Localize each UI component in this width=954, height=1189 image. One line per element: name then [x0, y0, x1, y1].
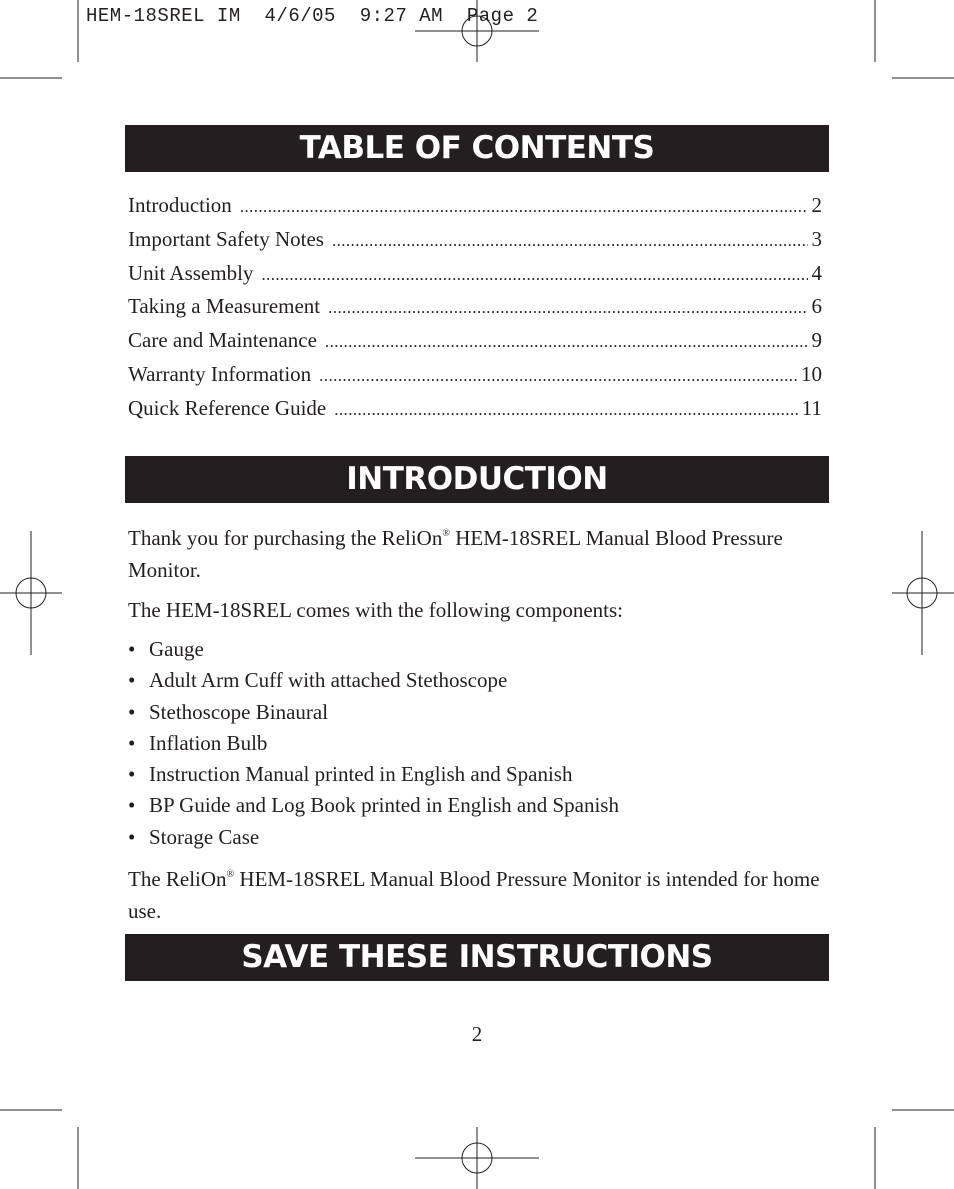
- bullet: •: [128, 824, 136, 849]
- intro-text: HEM-18SREL Manual Blood Pressure Monitor is intended for home use.: [128, 867, 820, 924]
- bullet: •: [128, 637, 136, 661]
- toc-entry-title: Care and Maintenance: [128, 328, 317, 353]
- toc-entry-title: Taking a Measurement: [128, 294, 321, 319]
- components-list: [128, 634, 828, 853]
- list-item: [128, 759, 828, 790]
- toc-heading: TABLE OF CONTENTS: [125, 125, 829, 172]
- dot-leader: [332, 224, 808, 258]
- list-item: [128, 790, 828, 821]
- intro-text: Thank you for purchasing the ReliOn: [128, 526, 443, 550]
- save-instructions-heading: SAVE THESE INSTRUCTIONS: [125, 934, 829, 981]
- component-name: Adult Arm Cuff with attached Stethoscope: [149, 668, 508, 693]
- toc-entry: [128, 290, 822, 324]
- toc-entry: [128, 358, 822, 392]
- toc-entry-title: Warranty Information: [128, 361, 312, 386]
- toc-entry: [128, 324, 822, 358]
- component-name: BP Guide and Log Book printed in English and Spanish: [149, 793, 619, 818]
- list-item: [128, 822, 828, 853]
- toc-entry-page: 4: [811, 260, 822, 285]
- toc-entry-title: Important Safety Notes: [128, 226, 324, 251]
- component-name: Gauge: [149, 637, 204, 661]
- intro-paragraph-components: The HEM-18SREL comes with the following components:: [128, 598, 623, 622]
- dot-leader: [334, 393, 798, 427]
- bullet: •: [128, 793, 136, 818]
- print-slug: HEM-18SREL IM 4/6/05 9:27 AM Page 2: [86, 5, 539, 27]
- toc-entry: [128, 223, 822, 257]
- intro-paragraph-thanks: [128, 522, 828, 586]
- toc-entry: [128, 392, 822, 426]
- bullet: •: [128, 762, 136, 787]
- table-of-contents: [128, 189, 822, 426]
- bullet: •: [128, 668, 136, 693]
- list-item: [128, 665, 828, 696]
- toc-entry-page: 2: [811, 193, 822, 217]
- list-item: [128, 634, 828, 665]
- component-name: Stethoscope Binaural: [149, 699, 329, 724]
- intro-text: The ReliOn: [128, 867, 227, 892]
- component-name: Instruction Manual printed in English and Spanish: [149, 762, 573, 787]
- toc-entry-page: 3: [811, 226, 822, 251]
- toc-entry-page: 6: [811, 294, 822, 319]
- dot-leader: [261, 258, 807, 292]
- dot-leader: [328, 291, 807, 325]
- dot-leader: [319, 359, 797, 393]
- registered-mark: ®: [442, 528, 450, 539]
- bullet: •: [128, 699, 136, 724]
- toc-entry-page: 11: [801, 395, 822, 420]
- toc-entry-title: Quick Reference Guide: [128, 395, 327, 420]
- intro-text: HEM-18SREL Manual Blood Pressure Monitor.: [128, 526, 783, 582]
- dot-leader: [240, 190, 808, 224]
- page-number: 2: [471, 1022, 483, 1046]
- component-name: Storage Case: [149, 824, 260, 849]
- toc-entry: [128, 189, 822, 223]
- dot-leader: [325, 325, 808, 359]
- intro-paragraph-home-use: [128, 863, 828, 927]
- component-name: Inflation Bulb: [149, 730, 268, 755]
- introduction-heading: INTRODUCTION: [125, 456, 829, 503]
- list-item: [128, 697, 828, 728]
- toc-entry: [128, 257, 822, 291]
- toc-entry-title: Introduction: [128, 193, 232, 217]
- toc-entry-page: 9: [811, 328, 822, 353]
- registered-mark: ®: [226, 869, 235, 881]
- toc-entry-page: 10: [801, 361, 822, 386]
- list-item: [128, 728, 828, 759]
- toc-entry-title: Unit Assembly: [128, 260, 254, 285]
- bullet: •: [128, 730, 136, 755]
- introduction-body: [128, 522, 828, 935]
